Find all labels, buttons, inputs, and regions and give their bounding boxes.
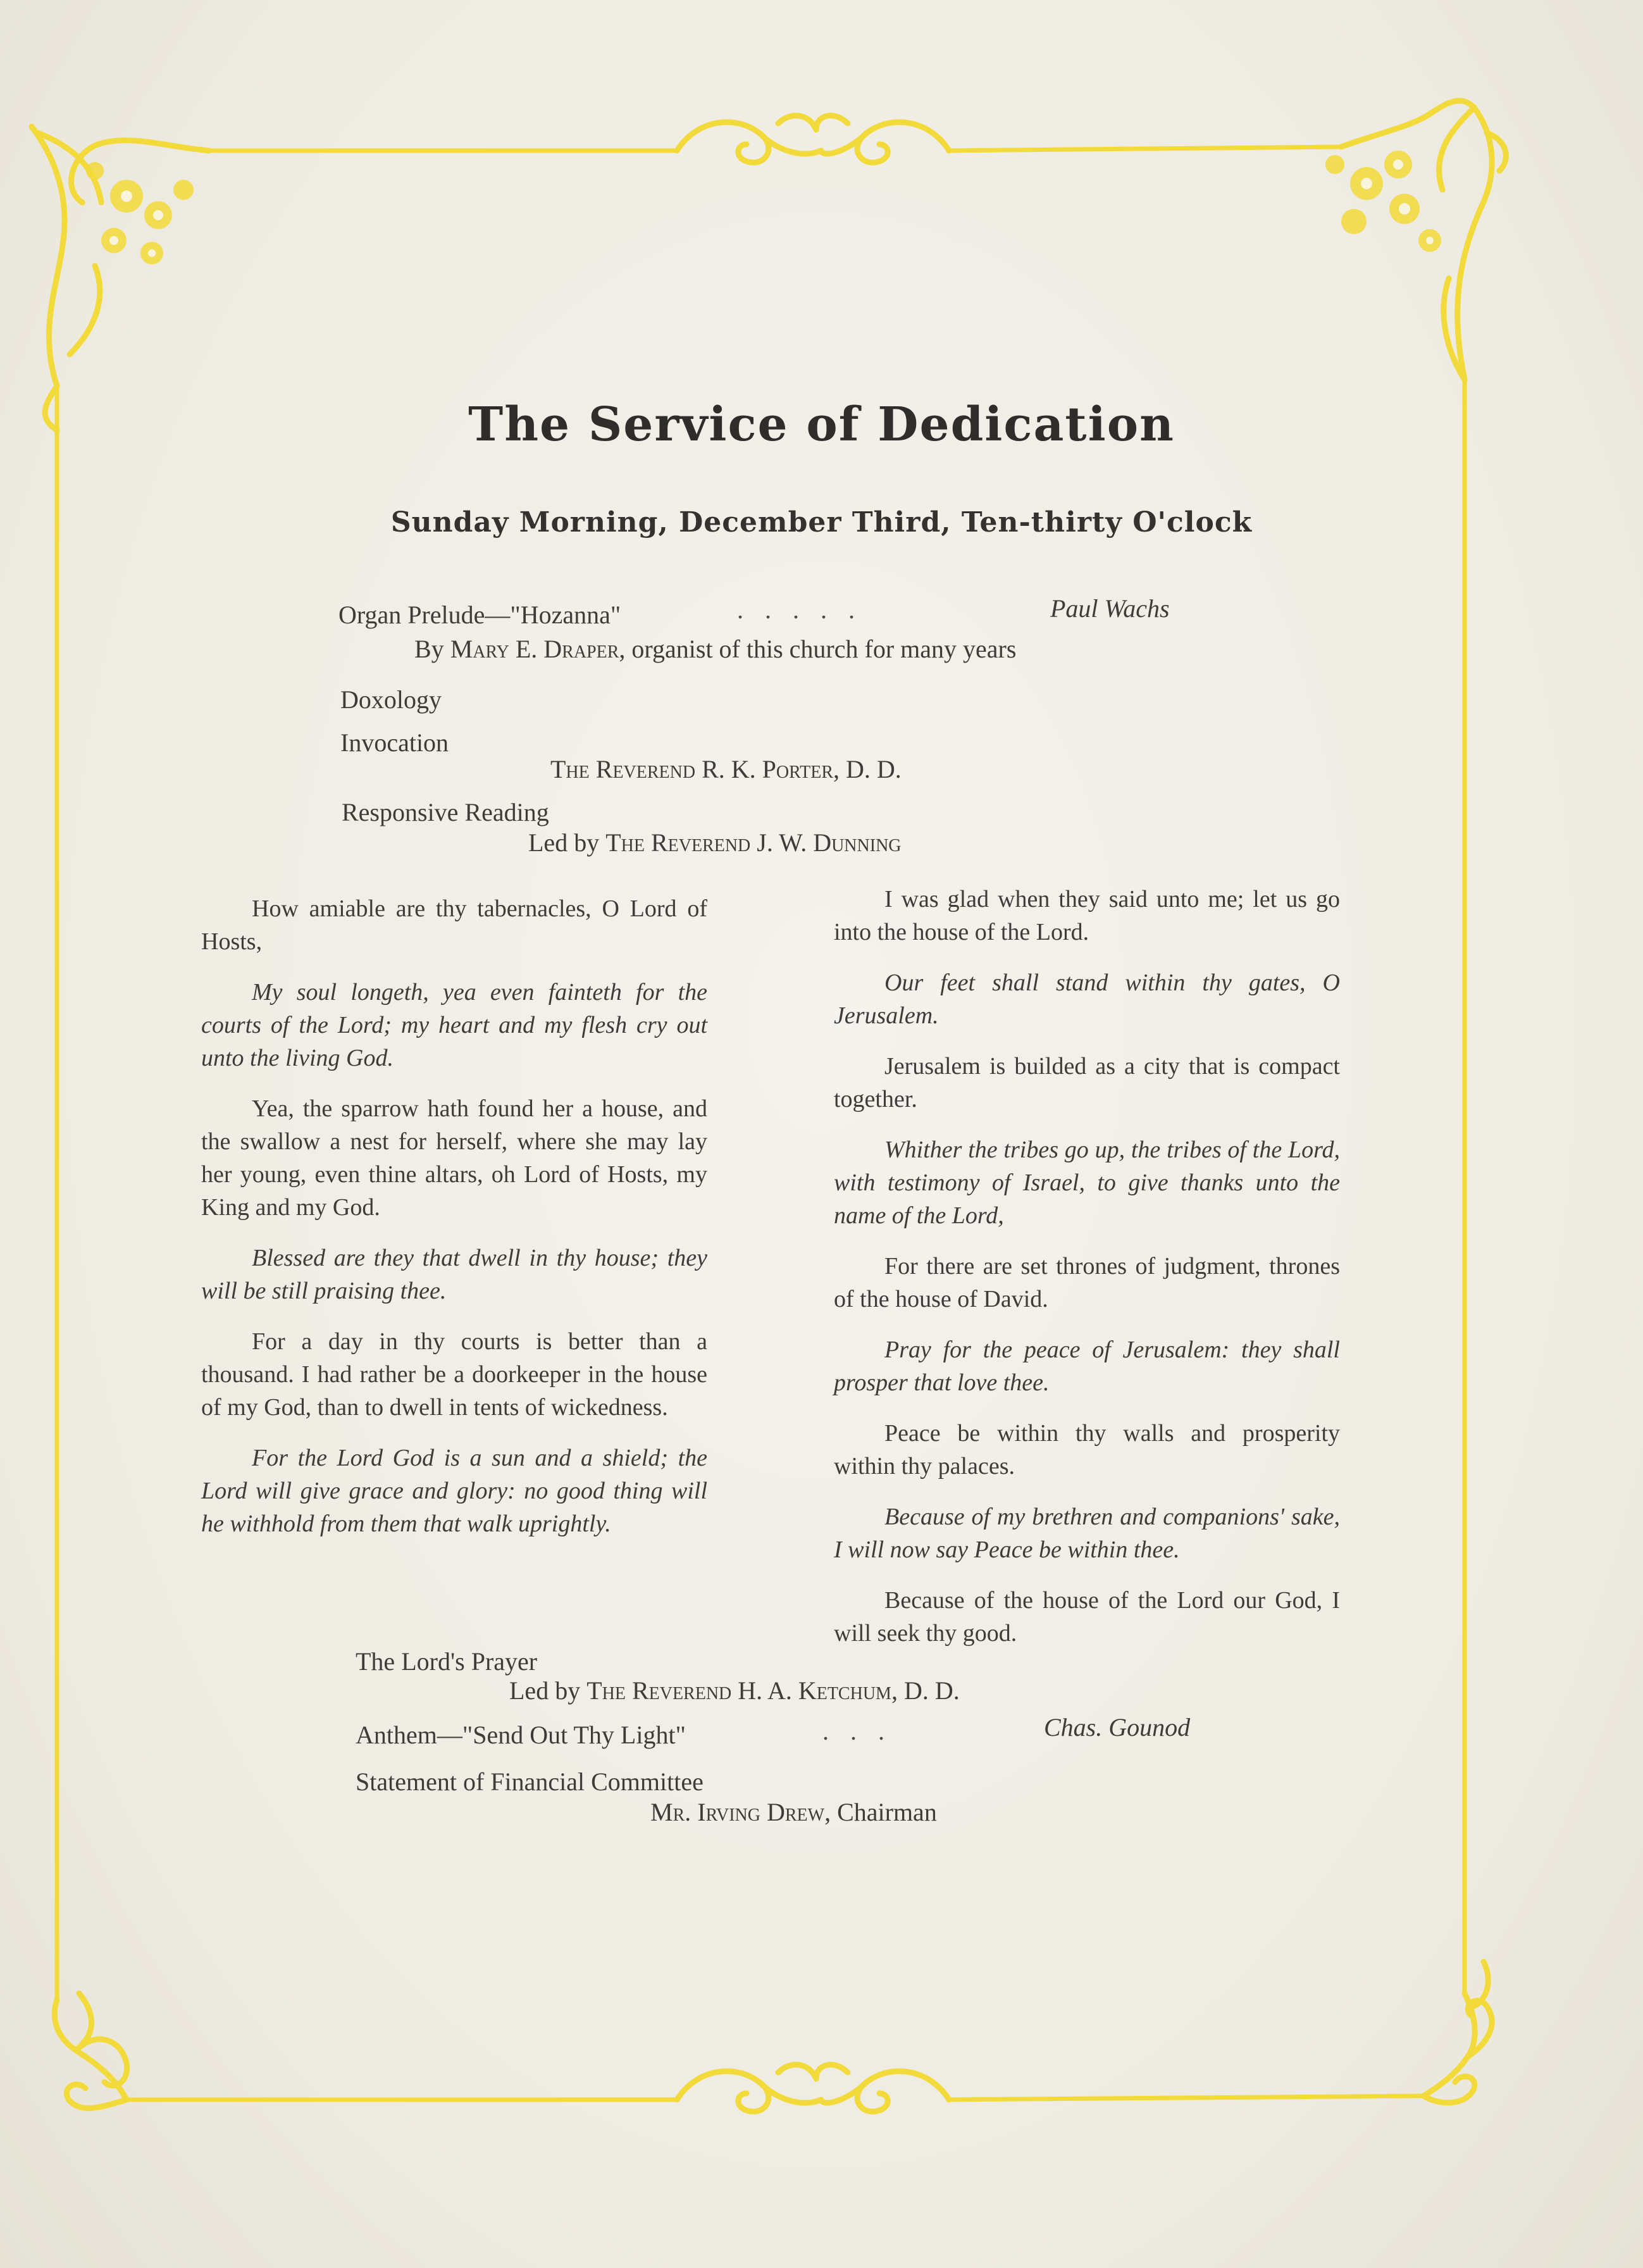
prayer-leader-name: The Reverend H. A. Ketchum, D. D.: [586, 1676, 960, 1705]
anthem-composer: Chas. Gounod: [1044, 1713, 1191, 1742]
top-right-flowers: [1325, 151, 1441, 252]
invocation-label: Invocation: [340, 728, 449, 757]
reading-verse: I was glad when they said unto me; let us go into the house of the Lord.: [834, 886, 1340, 945]
border-bottom-right-line: [949, 2096, 1423, 2100]
chairman-name: Mr. Irving Drew: [650, 1798, 825, 1826]
reading-verse: Blessed are they that dwell in thy house; they will be still praising thee.: [201, 1245, 707, 1304]
top-left-flowers: [86, 162, 194, 265]
reading-verse: Jerusalem is builded as a city that is compact together.: [834, 1053, 1340, 1112]
reading-right-column: [834, 883, 1340, 1667]
reading-verse: Our feet shall stand within thy gates, O Jerusalem.: [834, 969, 1340, 1029]
organist-note: , organist of this church for many years: [619, 635, 1017, 663]
reading-verse: Peace be within thy walls and prosperity within thy palaces.: [834, 1420, 1340, 1480]
reading-verse: For a day in thy courts is better than a thousand. I had rather be a doorkeeper in the house of my God, than to dwell in tents of wickedness.: [201, 1328, 707, 1421]
by-prefix: By: [414, 635, 450, 663]
organ-prelude-by: [414, 634, 1016, 664]
lords-prayer-label: The Lord's Prayer: [356, 1647, 538, 1676]
reading-verse: Whither the tribes go up, the tribes of the Lord, with testimony of Israel, to give thanks unto the name of the Lord,: [834, 1137, 1340, 1229]
organist-name: Mary E. Draper: [450, 635, 619, 663]
reading-verse: Because of the house of the Lord our God, I will seek thy good.: [834, 1587, 1340, 1647]
reading-verse: Pray for the peace of Jerusalem: they shall prosper that love thee.: [834, 1336, 1340, 1396]
reading-leader-name: The Reverend J. W. Dunning: [605, 828, 902, 857]
responsive-reading-leader: [528, 828, 902, 857]
organ-prelude-label: Organ Prelude—"Hozanna": [338, 601, 621, 629]
led-by-prefix: Led by: [509, 1676, 587, 1705]
border-top-right-line: [949, 147, 1341, 151]
bottom-right-scroll-corner: [1423, 1962, 1492, 2103]
reading-verse: How amiable are thy tabernacles, O Lord of Hosts,: [201, 895, 707, 955]
doxology-label: Doxology: [340, 685, 442, 714]
chairman-title: , Chairman: [824, 1798, 937, 1826]
financial-statement-by: [650, 1797, 937, 1827]
reading-verse: Because of my brethren and companions' sake, I will now say Peace be within thee.: [834, 1504, 1340, 1563]
reading-verse: For the Lord God is a sun and a shield; the Lord will give grace and glory: no good thing will he withhold from them that walk uprightly.: [201, 1445, 707, 1537]
leader-dots: .....: [737, 595, 876, 624]
top-center-scroll-ornament: [677, 116, 949, 163]
leader-dots: ...: [822, 1717, 906, 1745]
reading-verse: For there are set thrones of judgment, thrones of the house of David.: [834, 1253, 1340, 1312]
anthem-label: Anthem—"Send Out Thy Light": [356, 1721, 686, 1749]
page-subtitle: Sunday Morning, December Third, Ten-thirty O'clock: [390, 506, 1253, 539]
led-by-prefix: Led by: [528, 828, 606, 857]
reading-left-column: [201, 892, 707, 1558]
organ-prelude-composer: Paul Wachs: [1050, 594, 1170, 623]
bottom-left-scroll-corner: [54, 1993, 127, 2108]
page-title: The Service of Dedication: [468, 397, 1175, 452]
reading-verse: My soul longeth, yea even fainteth for the courts of the Lord; my heart and my flesh cry out unto the living God.: [201, 979, 707, 1071]
top-left-floral-corner: [32, 127, 209, 430]
bottom-center-scroll-ornament: [677, 2065, 949, 2112]
lords-prayer-leader: [509, 1676, 960, 1705]
reading-verse: Yea, the sparrow hath found her a house, and the swallow a nest for herself, where she may lay her young, even thine altars, oh Lord of Hosts, my King and my God.: [201, 1095, 707, 1221]
responsive-reading-label: Responsive Reading: [342, 798, 549, 826]
invocation-leader: The Reverend R. K. Porter, D. D.: [550, 755, 902, 783]
financial-statement-label: Statement of Financial Committee: [356, 1767, 704, 1796]
